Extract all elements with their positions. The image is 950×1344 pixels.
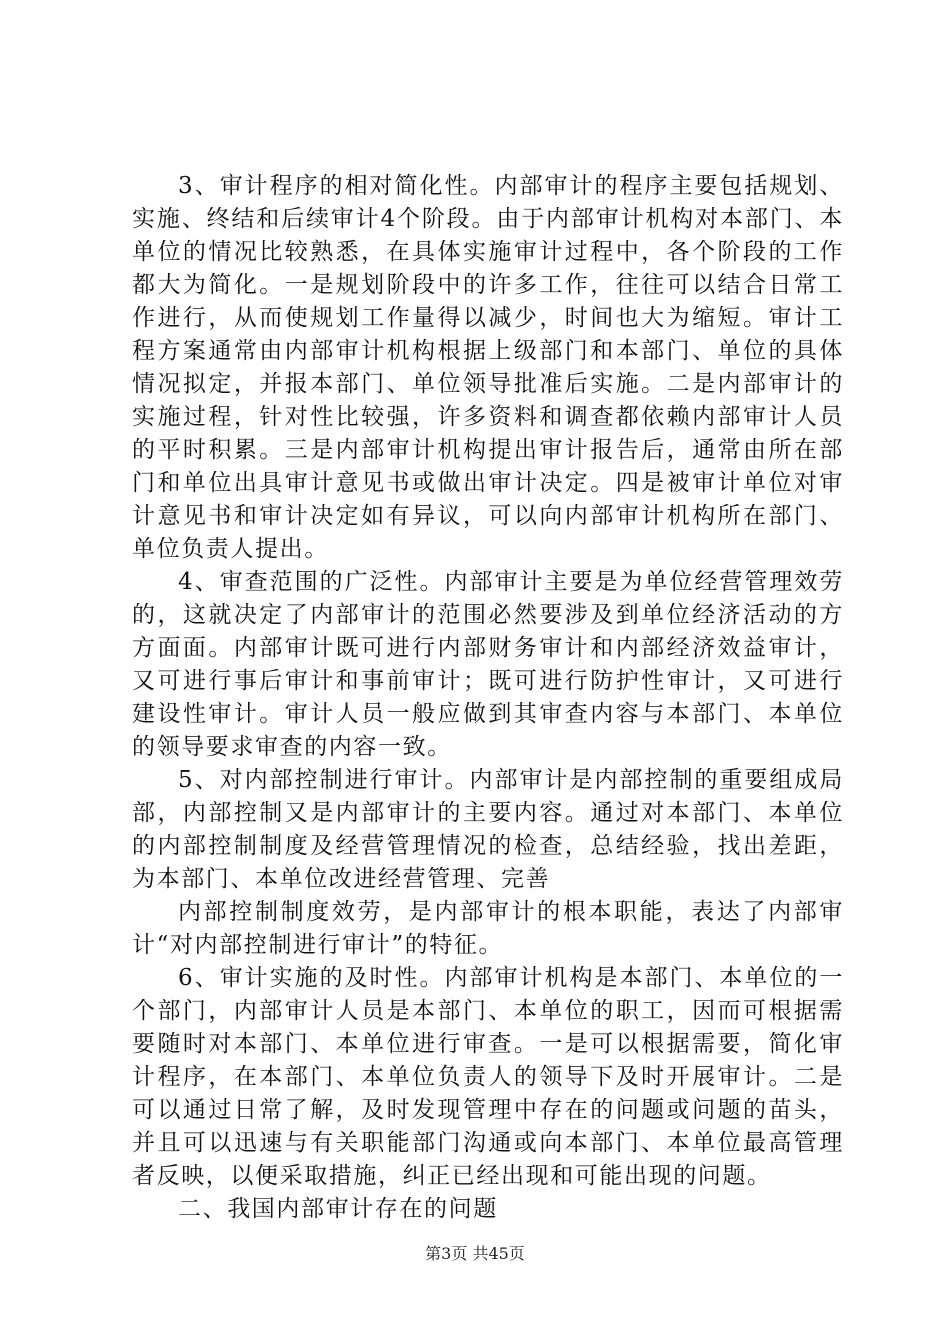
paragraph-internal-control-continued: 内部控制制度效劳，是内部审计的根本职能，表达了内部审计“对内部控制进行审计”的特征。: [132, 899, 844, 958]
section-heading-problems: 二、我国内部审计存在的问题: [178, 1196, 498, 1222]
document-body: [132, 170, 844, 1226]
paragraph-audit-scope: 4、审查范围的广泛性。内部审计主要是为单位经营管理效劳的，这就决定了内部审计的范围必然要涉及到单位经济活动的方方面面。内部审计既可进行内部财务审计和内部经济效益审计，又可进行事后审计和事前审计；既可进行防护性审计，又可进行建设性审计。审计人员一般应做到其审查内容与本部门、本单位的领导要求审查的内容一致。: [132, 569, 844, 760]
paragraph-audit-procedure: 3、审计程序的相对简化性。内部审计的程序主要包括规划、实施、终结和后续审计4个阶段。由于内部审计机构对本部门、本单位的情况比较熟悉，在具体实施审计过程中，各个阶段的工作都大为简化。一是规划阶段中的许多工作，往往可以结合日常工作进行，从而使规划工作量得以减少，时间也大为缩短。审计工程方案通常由内部审计机构根据上级部门和本部门、单位的具体情况拟定，并报本部门、单位领导批准后实施。二是内部审计的实施过程，针对性比较强，许多资料和调查都依赖内部审计人员的平时积累。三是内部审计机构提出审计报告后，通常由所在部门和单位出具审计意见书或做出审计决定。四是被审计单位对审计意见书和审计决定如有异议，可以向内部审计机构所在部门、单位负责人提出。: [132, 173, 844, 562]
page-number-footer: 第3页 共45页: [425, 1244, 525, 1263]
paragraph-audit-timeliness: 6、审计实施的及时性。内部审计机构是本部门、本单位的一个部门，内部审计人员是本部门、本单位的职工，因而可根据需要随时对本部门、本单位进行审查。一是可以根据需要，简化审计程序，在本部门、本单位负责人的领导下及时开展审计。二是可以通过日常了解，及时发现管理中存在的问题或问题的苗头，并且可以迅速与有关职能部门沟通或向本部门、本单位最高管理者反映，以便采取措施，纠正已经出现和可能出现的问题。: [132, 965, 844, 1189]
paragraph-internal-control: 5、对内部控制进行审计。内部审计是内部控制的重要组成局部，内部控制又是内部审计的主要内容。通过对本部门、本单位的内部控制制度及经营管理情况的检查，总结经验，找出差距，为本部门、本单位改进经营管理、完善: [132, 767, 844, 892]
